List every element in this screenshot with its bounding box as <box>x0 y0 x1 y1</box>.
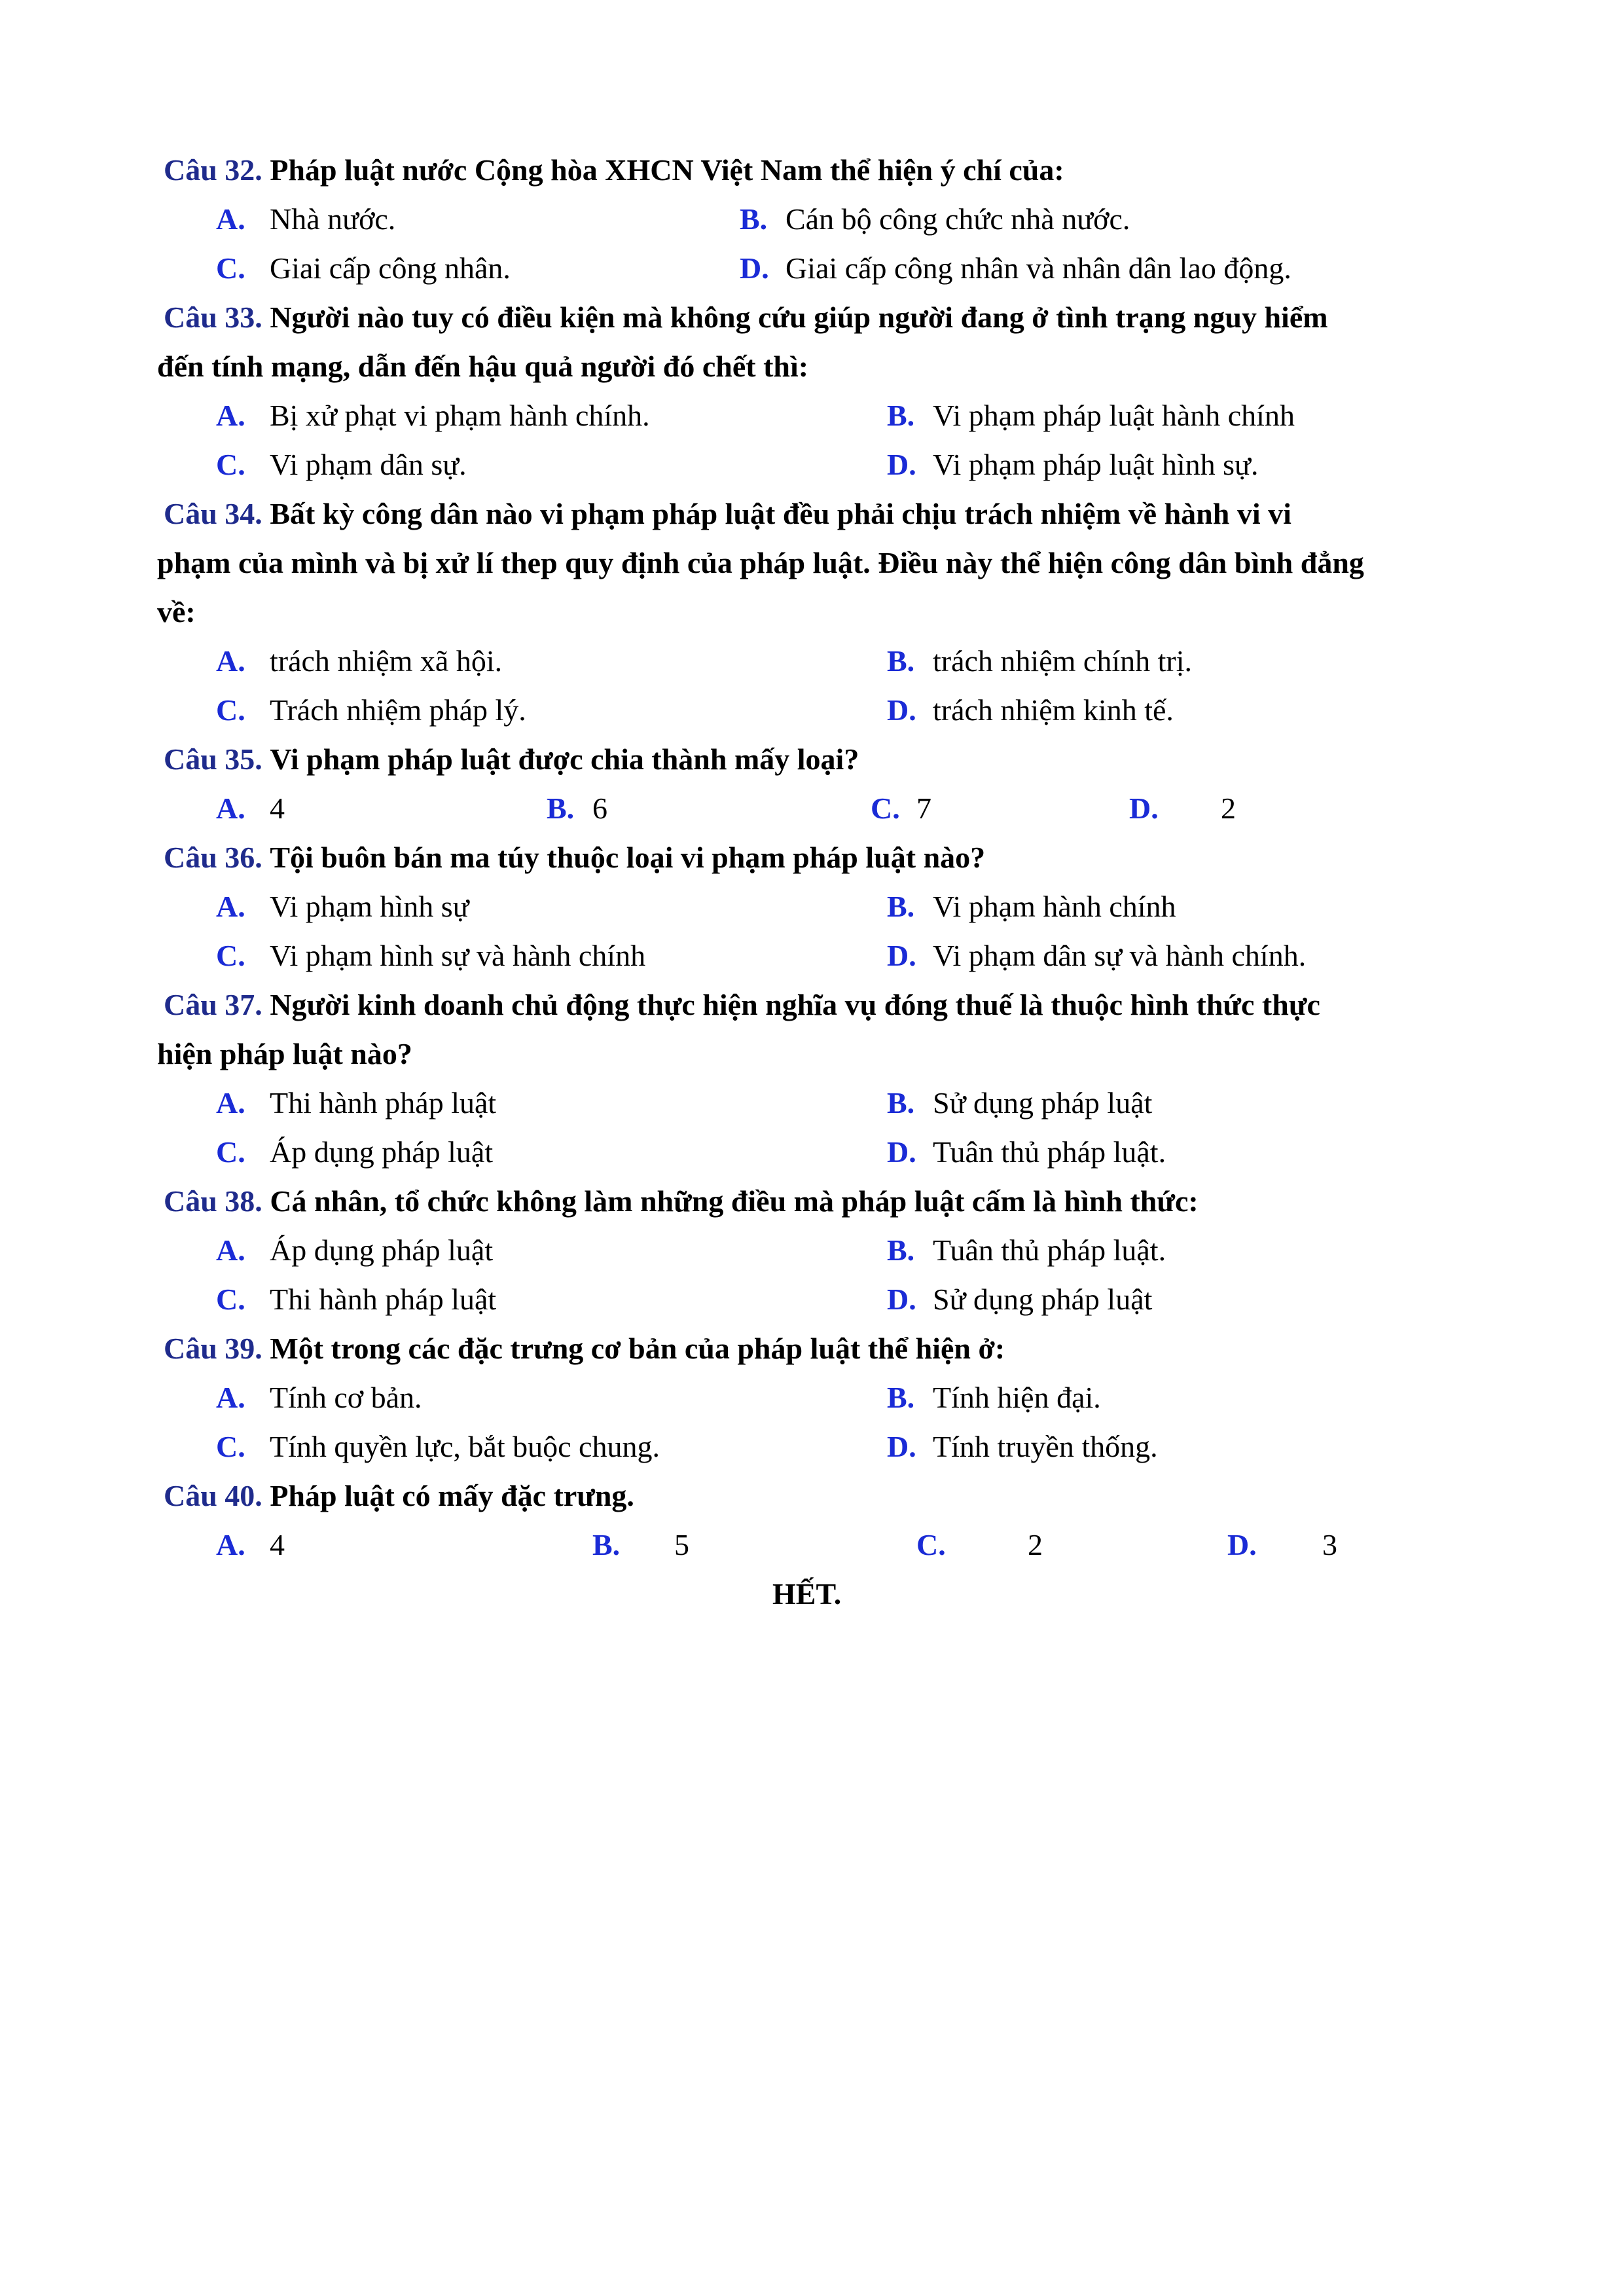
question-stem <box>164 987 1320 1023</box>
question-stem <box>164 839 985 876</box>
option-text[interactable]: Tính quyền lực, bắt buộc chung. <box>270 1430 660 1463</box>
option-label[interactable]: A. <box>216 399 245 432</box>
option-label[interactable]: D. <box>887 693 916 727</box>
option-text[interactable]: 4 <box>270 792 285 825</box>
option-label[interactable]: D. <box>887 448 916 481</box>
option-text[interactable]: Áp dụng pháp luật <box>270 1233 494 1267</box>
question-number: Câu 40. <box>164 1479 262 1512</box>
option-label[interactable]: C. <box>871 792 900 825</box>
option-label[interactable]: B. <box>740 202 768 236</box>
question-text: Một trong các đặc trưng cơ bản của pháp luật thể hiện ở: <box>270 1332 1005 1365</box>
option-text[interactable]: Tính hiện đại. <box>933 1381 1101 1414</box>
option-label[interactable]: C. <box>916 1528 946 1561</box>
question-number: Câu 33. <box>164 301 262 334</box>
option-label[interactable]: A. <box>216 1233 245 1267</box>
question-text: Người nào tuy có điều kiện mà không cứu giúp người đang ở tình trạng nguy hiểm <box>270 301 1328 334</box>
option-text[interactable]: trách nhiệm xã hội. <box>270 644 503 678</box>
question-text: phạm của mình và bị xử lí thep quy định của pháp luật. Điều này thể hiện công dân bình đẳng <box>157 546 1364 579</box>
question-number: Câu 35. <box>164 742 262 776</box>
question-stem <box>164 1330 1005 1367</box>
option-label[interactable]: A. <box>216 792 245 825</box>
question-stem-continued <box>157 1036 412 1072</box>
question-number: Câu 32. <box>164 153 262 187</box>
option-text[interactable]: Áp dụng pháp luật <box>270 1135 494 1169</box>
option-label[interactable]: B. <box>887 399 915 432</box>
option-label[interactable]: A. <box>216 202 245 236</box>
option-text[interactable]: Sử dụng pháp luật <box>933 1086 1153 1120</box>
option-label[interactable]: D. <box>740 251 769 285</box>
option-text[interactable]: 2 <box>1028 1528 1043 1561</box>
question-stem-continued <box>157 545 1364 581</box>
option-label[interactable]: C. <box>216 1135 245 1169</box>
option-text[interactable]: Tính truyền thống. <box>933 1430 1158 1463</box>
option-text[interactable]: Vi phạm pháp luật hình sự. <box>933 448 1259 481</box>
option-label[interactable]: D. <box>887 1135 916 1169</box>
question-text: Người kinh doanh chủ động thực hiện nghĩa vụ đóng thuế là thuộc hình thức thực <box>270 988 1320 1021</box>
question-text: Vi phạm pháp luật được chia thành mấy loại? <box>270 742 859 776</box>
question-stem <box>164 299 1328 336</box>
option-label[interactable]: D. <box>1227 1528 1257 1561</box>
option-label[interactable]: C. <box>216 251 245 285</box>
option-label[interactable]: C. <box>216 1430 245 1463</box>
option-text[interactable]: Vi phạm dân sự. <box>270 448 467 481</box>
option-text[interactable]: Giai cấp công nhân và nhân dân lao động. <box>785 251 1291 285</box>
option-label[interactable]: A. <box>216 1528 245 1561</box>
option-label[interactable]: C. <box>216 1283 245 1316</box>
question-text: Pháp luật có mấy đặc trưng. <box>270 1479 634 1512</box>
option-text[interactable]: Tuân thủ pháp luật. <box>933 1135 1166 1169</box>
end-marker: HẾT. <box>772 1577 842 1611</box>
option-label[interactable]: A. <box>216 1381 245 1414</box>
question-number: Câu 34. <box>164 497 262 530</box>
option-label[interactable]: B. <box>887 1381 915 1414</box>
option-text[interactable]: Cán bộ công chức nhà nước. <box>785 202 1130 236</box>
question-stem-continued <box>157 348 808 385</box>
option-text[interactable]: 3 <box>1322 1528 1337 1561</box>
question-stem <box>164 741 859 778</box>
question-stem <box>164 1183 1199 1220</box>
option-text[interactable]: Giai cấp công nhân. <box>270 251 511 285</box>
question-text: Tội buôn bán ma túy thuộc loại vi phạm pháp luật nào? <box>270 841 986 874</box>
question-text: Bất kỳ công dân nào vi phạm pháp luật đều phải chịu trách nhiệm về hành vi vi <box>270 497 1291 530</box>
option-text[interactable]: Bị xử phạt vi phạm hành chính. <box>270 399 650 432</box>
option-label[interactable]: C. <box>216 693 245 727</box>
option-text[interactable]: 2 <box>1221 792 1236 825</box>
option-label[interactable]: B. <box>887 1233 915 1267</box>
option-label[interactable]: D. <box>887 1283 916 1316</box>
question-number: Câu 36. <box>164 841 262 874</box>
question-text: về: <box>157 595 196 629</box>
option-label[interactable]: B. <box>547 792 575 825</box>
question-text: Pháp luật nước Cộng hòa XHCN Việt Nam thể hiện ý chí của: <box>270 153 1064 187</box>
question-stem <box>164 152 1064 189</box>
option-text[interactable]: 4 <box>270 1528 285 1561</box>
question-text: hiện pháp luật nào? <box>157 1037 412 1070</box>
question-number: Câu 37. <box>164 988 262 1021</box>
option-label[interactable]: D. <box>887 1430 916 1463</box>
question-number: Câu 39. <box>164 1332 262 1365</box>
option-text[interactable]: Sử dụng pháp luật <box>933 1283 1153 1316</box>
option-label[interactable]: C. <box>216 939 245 972</box>
option-text[interactable]: 5 <box>674 1528 689 1561</box>
option-text[interactable]: 6 <box>592 792 607 825</box>
option-text[interactable]: Vi phạm dân sự và hành chính. <box>933 939 1307 972</box>
option-label[interactable]: B. <box>887 1086 915 1120</box>
option-text[interactable]: Vi phạm hình sự và hành chính <box>270 939 646 972</box>
option-text[interactable]: Trách nhiệm pháp lý. <box>270 693 526 727</box>
question-stem-continued <box>157 594 196 630</box>
option-text[interactable]: Tính cơ bản. <box>270 1381 422 1414</box>
option-text[interactable]: Vi phạm hành chính <box>933 890 1176 923</box>
option-text[interactable]: trách nhiệm kinh tế. <box>933 693 1174 727</box>
option-text[interactable]: Nhà nước. <box>270 202 396 236</box>
option-label[interactable]: D. <box>887 939 916 972</box>
option-label[interactable]: B. <box>887 644 915 678</box>
question-text: đến tính mạng, dẫn đến hậu quả người đó chết thì: <box>157 350 809 383</box>
question-number: Câu 38. <box>164 1184 262 1218</box>
question-text: Cá nhân, tổ chức không làm những điều mà pháp luật cấm là hình thức: <box>270 1184 1199 1218</box>
option-text[interactable]: Vi phạm pháp luật hành chính <box>933 399 1295 432</box>
option-text[interactable]: Thi hành pháp luật <box>270 1086 497 1120</box>
option-text[interactable]: Vi phạm hình sự <box>270 890 469 923</box>
option-label[interactable]: A. <box>216 1086 245 1120</box>
question-stem <box>164 496 1291 532</box>
option-text[interactable]: Tuân thủ pháp luật. <box>933 1233 1166 1267</box>
option-label[interactable]: D. <box>1129 792 1159 825</box>
option-label[interactable]: C. <box>216 448 245 481</box>
question-stem <box>164 1478 634 1514</box>
option-label[interactable]: A. <box>216 890 245 923</box>
option-label[interactable]: B. <box>592 1528 621 1561</box>
option-text[interactable]: trách nhiệm chính trị. <box>933 644 1192 678</box>
option-text[interactable]: 7 <box>916 792 931 825</box>
option-label[interactable]: B. <box>887 890 915 923</box>
option-label[interactable]: A. <box>216 644 245 678</box>
option-text[interactable]: Thi hành pháp luật <box>270 1283 497 1316</box>
